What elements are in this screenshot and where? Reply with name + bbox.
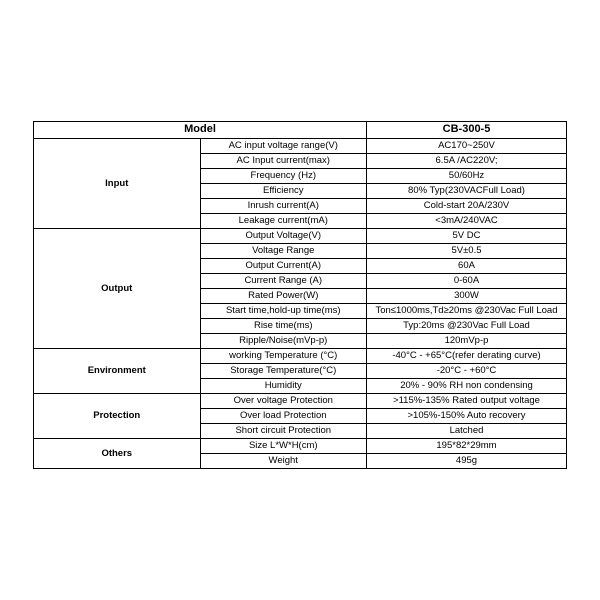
- param-cell: Over voltage Protection: [200, 394, 367, 409]
- value-cell: <3mA/240VAC: [367, 214, 567, 229]
- value-cell: 50/60Hz: [367, 169, 567, 184]
- specification-table-body: [34, 122, 567, 469]
- value-cell: -20°C - +60°C: [367, 364, 567, 379]
- param-cell: Start time,hold-up time(ms): [200, 304, 367, 319]
- param-cell: AC input voltage range(V): [200, 139, 367, 154]
- param-cell: AC Input current(max): [200, 154, 367, 169]
- value-cell: >105%-150% Auto recovery: [367, 409, 567, 424]
- value-cell: 195*82*29mm: [367, 439, 567, 454]
- model-label-cell: Model: [34, 122, 367, 139]
- param-cell: Rise time(ms): [200, 319, 367, 334]
- value-cell: >115%-135% Rated output voltage: [367, 394, 567, 409]
- param-cell: Efficiency: [200, 184, 367, 199]
- param-cell: Weight: [200, 454, 367, 469]
- param-cell: Output Current(A): [200, 259, 367, 274]
- category-cell-input: Input: [34, 139, 201, 229]
- param-cell: Short circuit Protection: [200, 424, 367, 439]
- value-cell: 5V DC: [367, 229, 567, 244]
- category-cell-protection: Protection: [34, 394, 201, 439]
- param-cell: Current Range (A): [200, 274, 367, 289]
- value-cell: 5V±0.5: [367, 244, 567, 259]
- category-cell-others: Others: [34, 439, 201, 469]
- param-cell: Voltage Range: [200, 244, 367, 259]
- table-row: [34, 394, 567, 409]
- value-cell: AC170~250V: [367, 139, 567, 154]
- model-value-cell: CB-300-5: [367, 122, 567, 139]
- value-cell: Cold-start 20A/230V: [367, 199, 567, 214]
- param-cell: Leakage current(mA): [200, 214, 367, 229]
- value-cell: Latched: [367, 424, 567, 439]
- specification-table: [33, 121, 567, 469]
- table-row: [34, 229, 567, 244]
- param-cell: Frequency (Hz): [200, 169, 367, 184]
- param-cell: Ripple/Noise(mVp-p): [200, 334, 367, 349]
- param-cell: Size L*W*H(cm): [200, 439, 367, 454]
- param-cell: Storage Temperature(°C): [200, 364, 367, 379]
- value-cell: Ton≤1000ms,Td≥20ms @230Vac Full Load: [367, 304, 567, 319]
- value-cell: 120mVp-p: [367, 334, 567, 349]
- value-cell: 80% Typ(230VACFull Load): [367, 184, 567, 199]
- category-cell-environment: Environment: [34, 349, 201, 394]
- param-cell: Inrush current(A): [200, 199, 367, 214]
- value-cell: 60A: [367, 259, 567, 274]
- value-cell: Typ:20ms @230Vac Full Load: [367, 319, 567, 334]
- value-cell: 6.5A /AC220V;: [367, 154, 567, 169]
- param-cell: Over load Protection: [200, 409, 367, 424]
- table-row: [34, 439, 567, 454]
- value-cell: 300W: [367, 289, 567, 304]
- category-cell-output: Output: [34, 229, 201, 349]
- value-cell: 0-60A: [367, 274, 567, 289]
- value-cell: -40°C - +65°C(refer derating curve): [367, 349, 567, 364]
- specification-table-container: [33, 121, 567, 469]
- table-row: [34, 349, 567, 364]
- param-cell: working Temperature (°C): [200, 349, 367, 364]
- value-cell: 20% - 90% RH non condensing: [367, 379, 567, 394]
- param-cell: Rated Power(W): [200, 289, 367, 304]
- param-cell: Output Voltage(V): [200, 229, 367, 244]
- table-header-row: [34, 122, 567, 139]
- table-row: [34, 139, 567, 154]
- value-cell: 495g: [367, 454, 567, 469]
- param-cell: Humidity: [200, 379, 367, 394]
